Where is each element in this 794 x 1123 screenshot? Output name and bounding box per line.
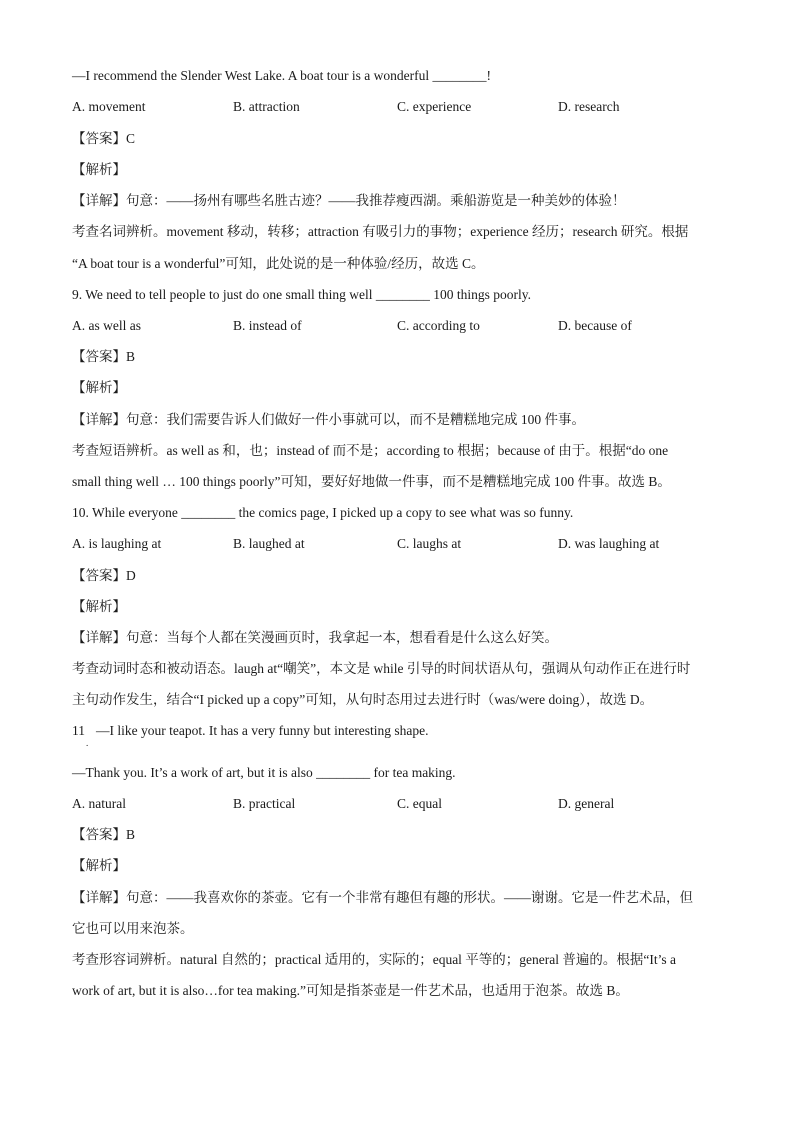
- q8-detail: 【详解】句意：——扬州有哪些名胜古迹？——我推荐瘦西湖。乘船游览是一种美妙的体验！: [72, 193, 626, 208]
- q8-analysis-label: 【解析】: [72, 162, 126, 177]
- q11-option-a: A. natural: [72, 796, 126, 811]
- q9-option-b: B. instead of: [233, 318, 302, 333]
- q11-analysis-label: 【解析】: [72, 858, 126, 873]
- q11-explain-line2: work of art, but it is also…for tea making.”可知是指茶壶是一件艺术品，也适用于泡茶。故选 B。: [72, 983, 629, 998]
- q10-detail: 【详解】句意：当每个人都在笑漫画页时，我拿起一本，想看看是什么这么好笑。: [72, 630, 558, 645]
- q11-detail-line1: 【详解】句意：——我喜欢你的茶壶。它有一个非常有趣但有趣的形状。——谢谢。它是一件艺术品，但: [72, 890, 693, 905]
- q9-option-a: A. as well as: [72, 318, 141, 333]
- q10-analysis-label: 【解析】: [72, 599, 126, 614]
- q8-option-c: C. experience: [397, 99, 472, 114]
- q9-stem: 9. We need to tell people to just do one small thing well ________ 100 things poorly.: [72, 287, 531, 302]
- q11-stem-line1: —I like your teapot. It has a very funny but interesting shape.: [96, 723, 429, 738]
- q10-stem: 10. While everyone ________ the comics page, I picked up a copy to see what was so funny.: [72, 505, 574, 520]
- q8-explain-line1: 考查名词辨析。movement 移动，转移；attraction 有吸引力的事物；experience 经历；research 研究。根据: [72, 224, 689, 239]
- q11-answer: 【答案】B: [72, 827, 136, 842]
- q11-number: 11: [72, 723, 85, 738]
- q8-option-d: D. research: [558, 99, 620, 114]
- q9-analysis-label: 【解析】: [72, 380, 126, 395]
- q10-option-b: B. laughed at: [233, 536, 305, 551]
- q9-explain-line1: 考查短语辨析。as well as 和，也；instead of 而不是；according to 根据；because of 由于。根据“do one: [72, 443, 669, 458]
- q11-number-dot: .: [86, 738, 89, 748]
- q8-option-a: A. movement: [72, 99, 146, 114]
- q9-answer: 【答案】B: [72, 349, 136, 364]
- q11-option-d: D. general: [558, 796, 615, 811]
- q11-option-c: C. equal: [397, 796, 442, 811]
- q8-stem: —I recommend the Slender West Lake. A boat tour is a wonderful ________!: [72, 68, 491, 83]
- q11-explain-line1: 考查形容词辨析。natural 自然的；practical 适用的，实际的；equal 平等的；general 普遍的。根据“It’s a: [72, 952, 677, 967]
- q9-option-d: D. because of: [558, 318, 632, 333]
- q10-option-a: A. is laughing at: [72, 536, 162, 551]
- q11-stem-line2: —Thank you. It’s a work of art, but it is also ________ for tea making.: [72, 765, 456, 780]
- q9-option-c: C. according to: [397, 318, 480, 333]
- q8-answer: 【答案】C: [72, 131, 136, 146]
- q10-explain-line2: 主句动作发生，结合“I picked up a copy”可知，从句时态用过去进行时（was/were doing），故选 D。: [72, 692, 654, 707]
- q9-explain-line2: small thing well … 100 things poorly”可知，要好好地做一件事，而不是糟糕地完成 100 件事。故选 B。: [72, 474, 671, 489]
- q9-detail: 【详解】句意：我们需要告诉人们做好一件小事就可以，而不是糟糕地完成 100 件事。: [72, 412, 585, 427]
- q8-option-b: B. attraction: [233, 99, 300, 114]
- q8-explain-line2: “A boat tour is a wonderful”可知，此处说的是一种体验/经历，故选 C。: [72, 256, 485, 271]
- q11-detail-line2: 它也可以用来泡茶。: [72, 921, 194, 936]
- q10-option-c: C. laughs at: [397, 536, 462, 551]
- q10-option-d: D. was laughing at: [558, 536, 660, 551]
- q10-explain-line1: 考查动词时态和被动语态。laugh at“嘲笑”，本文是 while 引导的时间状语从句，强调从句动作正在进行时: [72, 661, 691, 676]
- q10-answer: 【答案】D: [72, 568, 136, 583]
- q11-option-b: B. practical: [233, 796, 296, 811]
